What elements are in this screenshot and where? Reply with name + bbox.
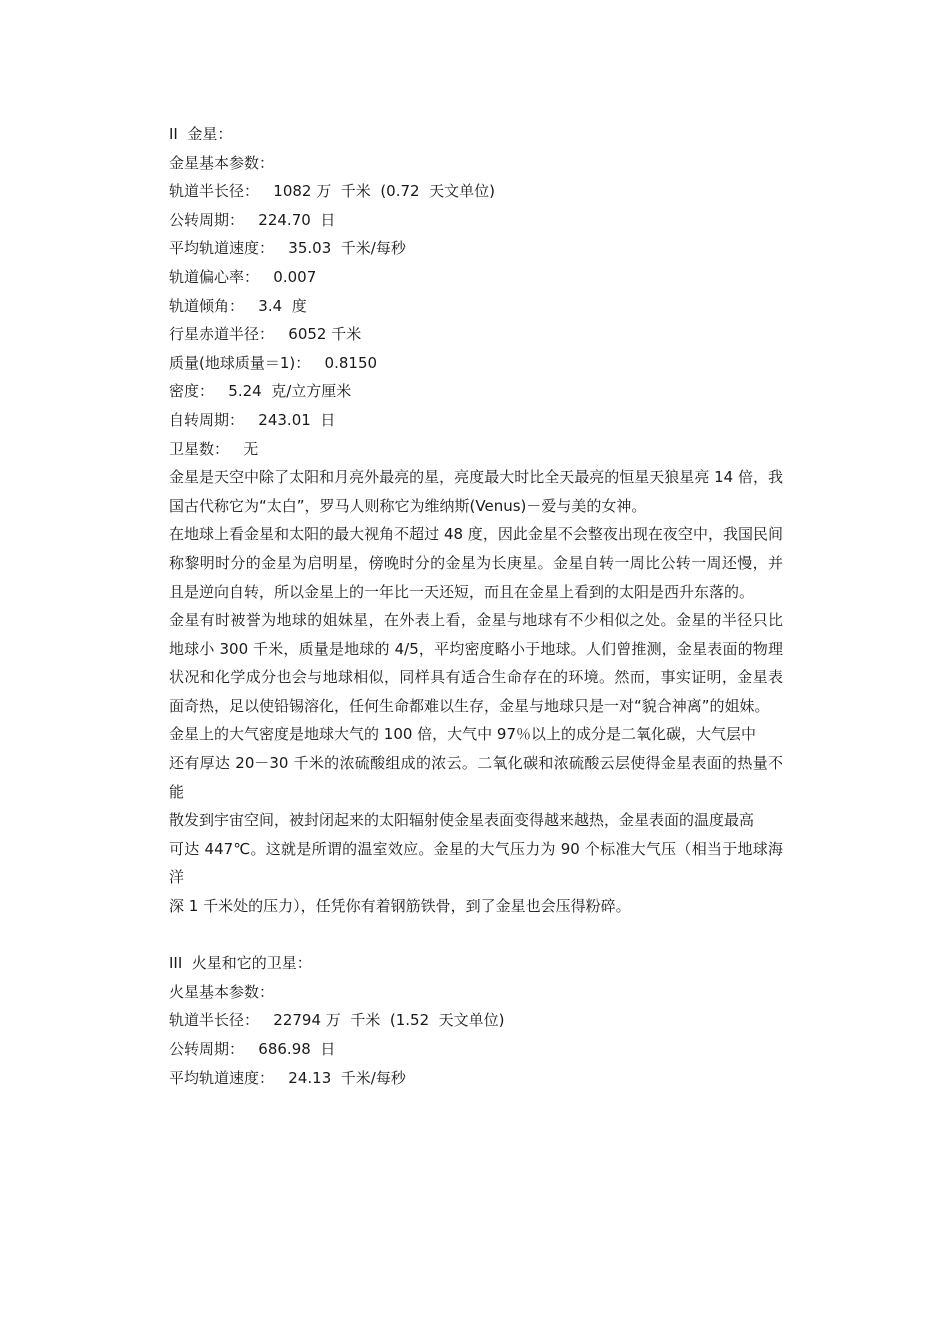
mars-param-orbital-speed: 平均轨道速度： 24.13 千米/每秒	[169, 1068, 406, 1087]
venus-param-density: 密度： 5.24 克/立方厘米	[169, 382, 352, 401]
venus-paragraph: 还有厚达 20－30 千米的浓硫酸组成的浓云。二氧化碳和浓硫酸云层使得金星表面的热量不能	[169, 754, 783, 801]
mars-params-title: 火星基本参数：	[169, 982, 275, 1001]
venus-param-rotation-period: 自转周期： 243.01 日	[169, 410, 336, 429]
venus-param-orbital-period: 公转周期： 224.70 日	[169, 210, 336, 229]
venus-paragraph: 深 1 千米处的压力），任凭你有着钢筋铁骨，到了金星也会压得粉碎。	[169, 897, 631, 916]
venus-paragraph: 金星是天空中除了太阳和月亮外最亮的星，亮度最大时比全天最亮的恒星天狼星亮 14 倍，我国古代称它为“太白”，罗马人则称它为维纳斯(Venus)－爱与美的女神。	[169, 468, 783, 515]
venus-heading: II 金星：	[169, 125, 233, 143]
venus-param-eccentricity: 轨道偏心率： 0.007	[169, 267, 317, 286]
venus-param-equatorial-radius: 行星赤道半径： 6052 千米	[169, 325, 362, 344]
venus-paragraph: 在地球上看金星和太阳的最大视角不超过 48 度，因此金星不会整夜出现在夜空中，我国民间称黎明时分的金星为启明星，傍晚时分的金星为长庚星。金星自转一周比公转一周还慢，并且是逆向自转，所以金星上的一年比一天还短，而且在金星上看到的太阳是西升东落的。	[169, 525, 783, 601]
mars-param-semi-major-axis: 轨道半长径： 22794 万 千米 (1.52 天文单位)	[169, 1011, 505, 1030]
venus-param-semi-major-axis: 轨道半长径： 1082 万 千米 (0.72 天文单位)	[169, 182, 495, 201]
venus-paragraph: 金星有时被誉为地球的姐妹星，在外表上看，金星与地球有不少相似之处。金星的半径只比地球小 300 千米，质量是地球的 4/5，平均密度略小于地球。人们曾推测，金星表面的物理状况和化学成分也会与地球相似，同样具有适合生命存在的环境。然而，事实证明，金星表面奇热，足以使铅锡溶化，任何生命都难以生存，金星与地球只是一对“貌合神离”的姐妹。	[169, 611, 783, 715]
document-page	[169, 120, 783, 1092]
venus-paragraph: 散发到宇宙空间，被封闭起来的太阳辐射使金星表面变得越来越热，金星表面的温度最高	[169, 811, 755, 830]
section-spacer	[169, 921, 783, 950]
venus-param-mass: 质量(地球质量＝1)： 0.8150	[169, 353, 378, 372]
venus-param-orbital-speed: 平均轨道速度： 35.03 千米/每秒	[169, 239, 406, 258]
mars-heading: III 火星和它的卫星：	[169, 954, 312, 973]
venus-param-satellites: 卫星数： 无	[169, 439, 259, 458]
venus-param-inclination: 轨道倾角： 3.4 度	[169, 296, 307, 315]
venus-paragraph: 金星上的大气密度是地球大气的 100 倍，大气中 97％以上的成分是二氧化碳，大气层中	[169, 725, 757, 744]
mars-param-orbital-period: 公转周期： 686.98 日	[169, 1040, 336, 1058]
venus-paragraph: 可达 447℃。这就是所谓的温室效应。金星的大气压力为 90 个标准大气压（相当于地球海洋	[169, 839, 783, 887]
venus-params-title: 金星基本参数：	[169, 153, 275, 172]
